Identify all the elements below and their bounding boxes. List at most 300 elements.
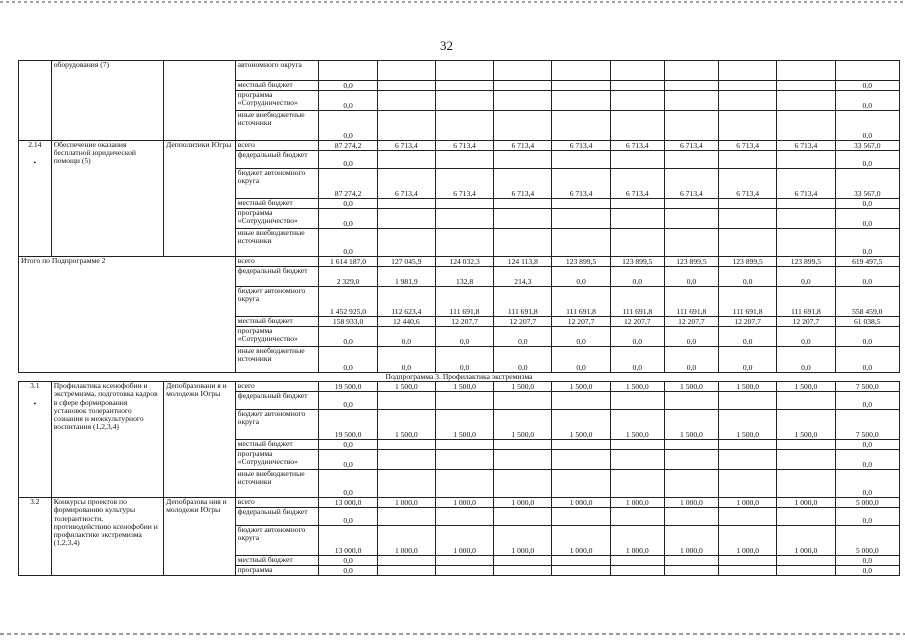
funding-source-cell: местный бюджет: [235, 199, 319, 209]
year-value-cell: [777, 209, 835, 229]
measure-name-cell: Профилактика ксенофобии и экстремизма, подготовка кадров в сфере формирования установок толерантного сознания и межкультурного воспитания (1,2,3,4): [51, 382, 163, 498]
funding-source-cell: федеральный бюджет: [235, 392, 319, 410]
year-value-cell: [377, 556, 435, 566]
year-value-cell: 12 207,7: [435, 317, 493, 327]
year-value-cell: [610, 450, 664, 470]
period-total-cell: 0,0: [835, 267, 899, 287]
year-value-cell: [777, 556, 835, 566]
year-value-cell: 0,0: [552, 327, 610, 347]
year-value-cell: [664, 392, 718, 410]
year-value-cell: 123 899,5: [610, 257, 664, 267]
year-value-cell: 0,0: [719, 347, 777, 373]
year-value-cell: 1 500,0: [377, 382, 435, 392]
year-value-cell: [777, 470, 835, 498]
table-row: [19, 498, 900, 508]
year-value-cell: 6 713,4: [664, 141, 718, 151]
year-value-cell: 0,0: [777, 267, 835, 287]
year-value-cell: [552, 81, 610, 91]
year-value-cell: 6 713,4: [777, 169, 835, 199]
year-value-cell: [719, 440, 777, 450]
year-value-cell: 1 000,0: [719, 498, 777, 508]
year-value-cell: 6 713,4: [377, 141, 435, 151]
year-value-cell: [719, 470, 777, 498]
year-value-cell: [377, 229, 435, 257]
year-value-cell: 0,0: [552, 347, 610, 373]
period-total-cell: [835, 61, 899, 81]
year-value-cell: 0,0: [610, 347, 664, 373]
year-value-cell: [435, 556, 493, 566]
year-value-cell: [719, 81, 777, 91]
year-value-cell: [664, 111, 718, 141]
row-number-cell: 3.2: [19, 498, 52, 576]
funding-source-cell: иные внебюджетные источники: [235, 347, 319, 373]
year-value-cell: [435, 508, 493, 526]
year-value-cell: [610, 440, 664, 450]
year-value-cell: 1 981,9: [377, 267, 435, 287]
year-value-cell: [552, 566, 610, 576]
period-total-cell: 33 567,0: [835, 141, 899, 151]
total-cell: 0,0: [319, 440, 377, 450]
period-total-cell: 0,0: [835, 81, 899, 91]
year-value-cell: 1 500,0: [610, 410, 664, 440]
funding-source-cell: программа: [235, 566, 319, 576]
year-value-cell: 111 691,8: [435, 287, 493, 317]
period-total-cell: 0,0: [835, 450, 899, 470]
year-value-cell: 12 440,6: [377, 317, 435, 327]
year-value-cell: [377, 61, 435, 81]
year-value-cell: 1 000,0: [552, 498, 610, 508]
year-value-cell: [664, 440, 718, 450]
year-value-cell: 6 713,4: [435, 141, 493, 151]
year-value-cell: [610, 199, 664, 209]
scan-top-edge: [0, 1, 905, 3]
year-value-cell: 111 691,8: [664, 287, 718, 317]
year-value-cell: [664, 566, 718, 576]
year-value-cell: [552, 199, 610, 209]
year-value-cell: 123 899,5: [664, 257, 718, 267]
executor-cell: Депобразова ния и молодежи Югры: [164, 498, 236, 576]
year-value-cell: [552, 91, 610, 111]
funding-source-cell: бюджет автономного округа: [235, 287, 319, 317]
year-value-cell: [377, 209, 435, 229]
year-value-cell: [552, 392, 610, 410]
year-value-cell: [719, 111, 777, 141]
total-cell: 87 274,2: [319, 141, 377, 151]
year-value-cell: 6 713,4: [552, 141, 610, 151]
year-value-cell: [377, 111, 435, 141]
year-value-cell: [777, 566, 835, 576]
total-cell: 0,0: [319, 470, 377, 498]
year-value-cell: 0,0: [719, 267, 777, 287]
year-value-cell: [777, 199, 835, 209]
year-value-cell: [435, 470, 493, 498]
year-value-cell: [552, 229, 610, 257]
page-number: 32: [440, 38, 453, 53]
year-value-cell: [664, 91, 718, 111]
year-value-cell: [610, 508, 664, 526]
year-value-cell: [777, 440, 835, 450]
year-value-cell: 12 207,7: [610, 317, 664, 327]
year-value-cell: [494, 229, 552, 257]
year-value-cell: [435, 450, 493, 470]
year-value-cell: [664, 199, 718, 209]
funding-source-cell: местный бюджет: [235, 440, 319, 450]
year-value-cell: 6 713,4: [610, 169, 664, 199]
year-value-cell: 1 000,0: [664, 526, 718, 556]
year-value-cell: [777, 392, 835, 410]
year-value-cell: 123 899,5: [719, 257, 777, 267]
period-total-cell: 7 500,0: [835, 382, 899, 392]
year-value-cell: [377, 450, 435, 470]
year-value-cell: [377, 392, 435, 410]
year-value-cell: 1 000,0: [719, 526, 777, 556]
year-value-cell: 12 207,7: [494, 317, 552, 327]
year-value-cell: [719, 392, 777, 410]
budget-table-sheet: [18, 60, 902, 592]
executor-cell: Депполитики Югры: [164, 141, 236, 257]
year-value-cell: 1 000,0: [664, 498, 718, 508]
year-value-cell: 1 500,0: [777, 410, 835, 440]
year-value-cell: [610, 470, 664, 498]
year-value-cell: [377, 199, 435, 209]
funding-source-cell: автономного округа: [235, 61, 319, 81]
total-cell: 0,0: [319, 392, 377, 410]
year-value-cell: [494, 440, 552, 450]
year-value-cell: [664, 229, 718, 257]
funding-source-cell: федеральный бюджет: [235, 267, 319, 287]
total-cell: 19 500,0: [319, 382, 377, 392]
year-value-cell: [777, 508, 835, 526]
year-value-cell: [610, 556, 664, 566]
year-value-cell: 6 713,4: [552, 169, 610, 199]
funding-source-cell: местный бюджет: [235, 81, 319, 91]
scan-mark: •: [33, 399, 37, 409]
year-value-cell: 124 113,8: [494, 257, 552, 267]
year-value-cell: [664, 450, 718, 470]
year-value-cell: 0,0: [664, 347, 718, 373]
year-value-cell: [777, 91, 835, 111]
subprogram-heading: Подпрограмма 3. Профилактика экстремизма: [19, 373, 900, 382]
period-total-cell: 33 567,0: [835, 169, 899, 199]
measure-name-cell: Обеспечение оказания бесплатной юридической помощи (5): [51, 141, 163, 257]
year-value-cell: [494, 566, 552, 576]
year-value-cell: 1 500,0: [552, 410, 610, 440]
period-total-cell: 0,0: [835, 151, 899, 169]
period-total-cell: 619 497,5: [835, 257, 899, 267]
period-total-cell: 5 000,0: [835, 498, 899, 508]
period-total-cell: 0,0: [835, 566, 899, 576]
period-total-cell: 0,0: [835, 199, 899, 209]
year-value-cell: [777, 229, 835, 257]
year-value-cell: 6 713,4: [664, 169, 718, 199]
year-value-cell: 0,0: [610, 267, 664, 287]
year-value-cell: [777, 151, 835, 169]
year-value-cell: 123 899,5: [552, 257, 610, 267]
year-value-cell: [494, 508, 552, 526]
funding-source-cell: иные внебюджетные источники: [235, 229, 319, 257]
year-value-cell: [552, 450, 610, 470]
subprogram-total-label: Итого по Подпрограмме 2: [19, 257, 236, 373]
period-total-cell: 0,0: [835, 91, 899, 111]
year-value-cell: [377, 81, 435, 91]
year-value-cell: 127 045,9: [377, 257, 435, 267]
funding-source-cell: бюджет автономного округа: [235, 169, 319, 199]
year-value-cell: [719, 556, 777, 566]
year-value-cell: 132,8: [435, 267, 493, 287]
year-value-cell: 6 713,4: [494, 141, 552, 151]
year-value-cell: 1 000,0: [610, 498, 664, 508]
year-value-cell: [494, 450, 552, 470]
row-number-cell: 2.14 •: [19, 141, 52, 257]
year-value-cell: 6 713,4: [610, 141, 664, 151]
year-value-cell: 0,0: [664, 267, 718, 287]
year-value-cell: [494, 91, 552, 111]
period-total-cell: 0,0: [835, 111, 899, 141]
year-value-cell: [435, 111, 493, 141]
total-cell: 2 329,0: [319, 267, 377, 287]
period-total-cell: 0,0: [835, 347, 899, 373]
year-value-cell: [664, 151, 718, 169]
year-value-cell: 1 500,0: [494, 382, 552, 392]
year-value-cell: 12 207,7: [552, 317, 610, 327]
year-value-cell: 1 000,0: [777, 526, 835, 556]
funding-source-cell: программа «Сотрудничество»: [235, 327, 319, 347]
year-value-cell: 1 500,0: [435, 410, 493, 440]
year-value-cell: 1 500,0: [377, 410, 435, 440]
total-cell: 0,0: [319, 450, 377, 470]
year-value-cell: 0,0: [377, 327, 435, 347]
year-value-cell: [664, 81, 718, 91]
year-value-cell: [494, 209, 552, 229]
year-value-cell: [552, 111, 610, 141]
funding-source-cell: всего: [235, 382, 319, 392]
total-cell: [319, 61, 377, 81]
period-total-cell: 0,0: [835, 229, 899, 257]
period-total-cell: 0,0: [835, 440, 899, 450]
year-value-cell: 1 500,0: [719, 382, 777, 392]
period-total-cell: 0,0: [835, 327, 899, 347]
year-value-cell: [435, 151, 493, 169]
year-value-cell: 1 000,0: [777, 498, 835, 508]
year-value-cell: 6 713,4: [777, 141, 835, 151]
year-value-cell: [610, 566, 664, 576]
total-cell: 0,0: [319, 327, 377, 347]
year-value-cell: 6 713,4: [435, 169, 493, 199]
year-value-cell: [777, 450, 835, 470]
year-value-cell: [664, 209, 718, 229]
executor-cell: Депобразовани я и молодежи Югры: [164, 382, 236, 498]
year-value-cell: [610, 111, 664, 141]
table-row: [19, 141, 900, 151]
year-value-cell: 112 623,4: [377, 287, 435, 317]
year-value-cell: 6 713,4: [377, 169, 435, 199]
total-cell: 1 614 187,0: [319, 257, 377, 267]
year-value-cell: [377, 470, 435, 498]
year-value-cell: [610, 151, 664, 169]
year-value-cell: [435, 81, 493, 91]
year-value-cell: [664, 470, 718, 498]
year-value-cell: 12 207,7: [664, 317, 718, 327]
year-value-cell: [377, 440, 435, 450]
year-value-cell: 12 207,7: [777, 317, 835, 327]
year-value-cell: 111 691,8: [610, 287, 664, 317]
total-cell: 158 933,0: [319, 317, 377, 327]
year-value-cell: [719, 61, 777, 81]
total-cell: 13 000,0: [319, 498, 377, 508]
funding-source-cell: федеральный бюджет: [235, 508, 319, 526]
year-value-cell: 1 500,0: [552, 382, 610, 392]
year-value-cell: [494, 111, 552, 141]
year-value-cell: 1 500,0: [664, 382, 718, 392]
period-total-cell: 0,0: [835, 209, 899, 229]
year-value-cell: 111 691,8: [552, 287, 610, 317]
total-cell: 13 000,0: [319, 526, 377, 556]
year-value-cell: 6 713,4: [719, 141, 777, 151]
year-value-cell: [494, 392, 552, 410]
year-value-cell: [494, 151, 552, 169]
funding-source-cell: всего: [235, 498, 319, 508]
year-value-cell: [610, 81, 664, 91]
year-value-cell: [377, 566, 435, 576]
year-value-cell: 1 500,0: [610, 382, 664, 392]
total-cell: 0,0: [319, 209, 377, 229]
year-value-cell: [610, 229, 664, 257]
year-value-cell: [494, 556, 552, 566]
year-value-cell: [377, 91, 435, 111]
year-value-cell: [664, 556, 718, 566]
measure-name-cell: Конкурсы проектов по формированию культуры толерантности, противодействию ксенофобии и профилактике экстремизма (1,2,3,4): [51, 498, 163, 576]
year-value-cell: [435, 91, 493, 111]
year-value-cell: 124 032,3: [435, 257, 493, 267]
period-total-cell: 0,0: [835, 556, 899, 566]
period-total-cell: 0,0: [835, 470, 899, 498]
year-value-cell: 12 207,7: [719, 317, 777, 327]
year-value-cell: [552, 440, 610, 450]
year-value-cell: [494, 199, 552, 209]
year-value-cell: 1 500,0: [435, 382, 493, 392]
year-value-cell: 214,3: [494, 267, 552, 287]
year-value-cell: 1 000,0: [377, 498, 435, 508]
year-value-cell: [435, 209, 493, 229]
total-cell: 0,0: [319, 151, 377, 169]
year-value-cell: [552, 508, 610, 526]
year-value-cell: [377, 151, 435, 169]
year-value-cell: [552, 470, 610, 498]
year-value-cell: [719, 508, 777, 526]
period-total-cell: 0,0: [835, 392, 899, 410]
scan-bottom-edge: [0, 633, 905, 635]
year-value-cell: [719, 151, 777, 169]
year-value-cell: 0,0: [494, 347, 552, 373]
year-value-cell: 1 000,0: [494, 498, 552, 508]
year-value-cell: 1 000,0: [494, 526, 552, 556]
year-value-cell: [610, 91, 664, 111]
total-cell: 0,0: [319, 81, 377, 91]
funding-source-cell: программа «Сотрудничество»: [235, 209, 319, 229]
funding-source-cell: местный бюджет: [235, 317, 319, 327]
total-cell: 87 274,2: [319, 169, 377, 199]
funding-source-cell: всего: [235, 257, 319, 267]
year-value-cell: 1 000,0: [552, 526, 610, 556]
year-value-cell: 0,0: [777, 347, 835, 373]
year-value-cell: 1 000,0: [377, 526, 435, 556]
funding-source-cell: бюджет автономного округа: [235, 526, 319, 556]
year-value-cell: 1 500,0: [719, 410, 777, 440]
year-value-cell: 1 500,0: [777, 382, 835, 392]
period-total-cell: 5 000,0: [835, 526, 899, 556]
table-row: [19, 373, 900, 382]
year-value-cell: 111 691,8: [719, 287, 777, 317]
table-row: [19, 61, 900, 81]
year-value-cell: [719, 199, 777, 209]
year-value-cell: 6 713,4: [494, 169, 552, 199]
year-value-cell: 0,0: [777, 327, 835, 347]
year-value-cell: [435, 229, 493, 257]
year-value-cell: [435, 61, 493, 81]
year-value-cell: [552, 556, 610, 566]
year-value-cell: 0,0: [552, 267, 610, 287]
year-value-cell: [719, 450, 777, 470]
year-value-cell: 0,0: [377, 347, 435, 373]
year-value-cell: 0,0: [435, 347, 493, 373]
total-cell: 19 500,0: [319, 410, 377, 440]
funding-source-cell: местный бюджет: [235, 556, 319, 566]
year-value-cell: [494, 81, 552, 91]
total-cell: 0,0: [319, 229, 377, 257]
year-value-cell: [552, 209, 610, 229]
year-value-cell: [610, 392, 664, 410]
year-value-cell: 0,0: [664, 327, 718, 347]
year-value-cell: 1 500,0: [494, 410, 552, 440]
year-value-cell: [610, 209, 664, 229]
period-total-cell: 0,0: [835, 508, 899, 526]
year-value-cell: [435, 392, 493, 410]
year-value-cell: [719, 209, 777, 229]
row-number-cell: [19, 61, 52, 141]
year-value-cell: 6 713,4: [719, 169, 777, 199]
funding-source-cell: федеральный бюджет: [235, 151, 319, 169]
total-cell: 0,0: [319, 556, 377, 566]
budget-table: [18, 60, 900, 576]
total-cell: 0,0: [319, 566, 377, 576]
total-cell: 0,0: [319, 91, 377, 111]
scan-mark: •: [33, 158, 37, 168]
year-value-cell: [664, 61, 718, 81]
funding-source-cell: иные внебюджетные источники: [235, 111, 319, 141]
year-value-cell: 0,0: [494, 327, 552, 347]
year-value-cell: 111 691,8: [777, 287, 835, 317]
year-value-cell: 111 691,8: [494, 287, 552, 317]
year-value-cell: [435, 199, 493, 209]
year-value-cell: 0,0: [719, 327, 777, 347]
year-value-cell: [552, 151, 610, 169]
funding-source-cell: всего: [235, 141, 319, 151]
total-cell: 0,0: [319, 508, 377, 526]
period-total-cell: 7 500,0: [835, 410, 899, 440]
year-value-cell: 1 500,0: [664, 410, 718, 440]
year-value-cell: [777, 81, 835, 91]
year-value-cell: [610, 61, 664, 81]
year-value-cell: 1 000,0: [610, 526, 664, 556]
funding-source-cell: бюджет автономного округа: [235, 410, 319, 440]
period-total-cell: 61 038,5: [835, 317, 899, 327]
year-value-cell: [552, 61, 610, 81]
year-value-cell: [777, 111, 835, 141]
measure-name-cell: оборудования (7): [51, 61, 163, 141]
year-value-cell: [777, 61, 835, 81]
year-value-cell: 123 899,5: [777, 257, 835, 267]
year-value-cell: 1 000,0: [435, 498, 493, 508]
